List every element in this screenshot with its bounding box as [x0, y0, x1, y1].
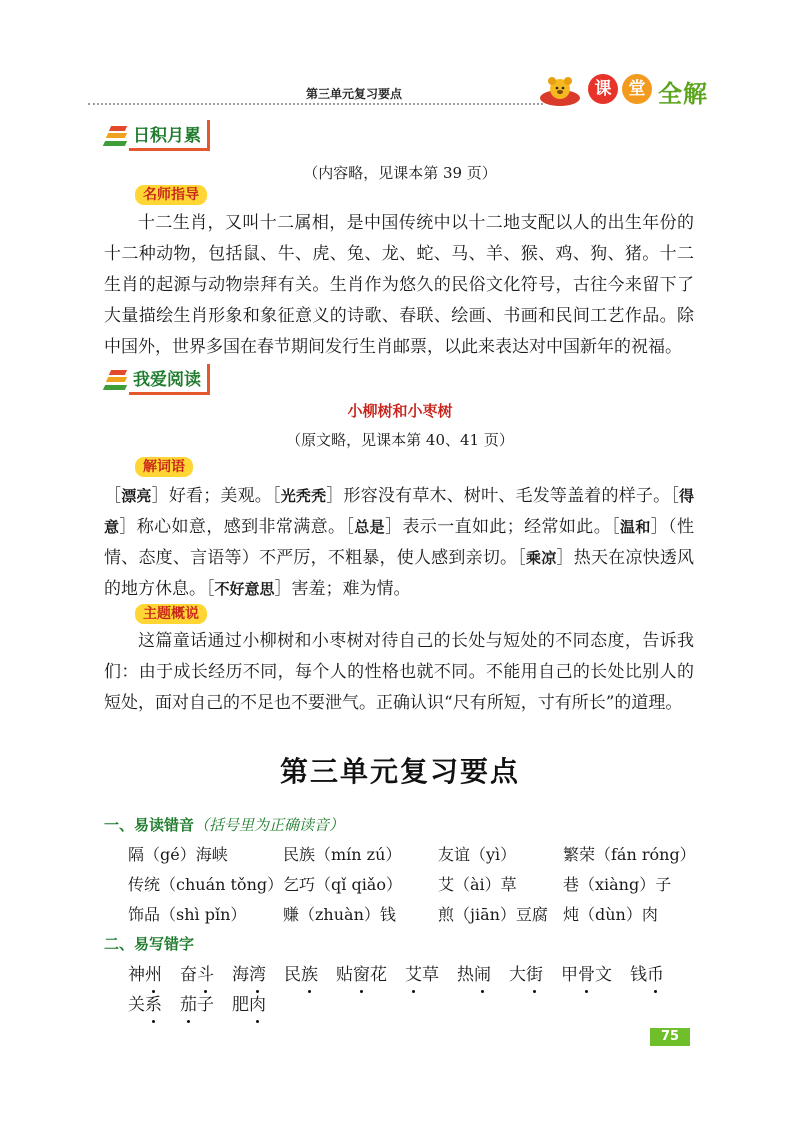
- word-item: 肥肉: [232, 990, 266, 1020]
- pron-item: 炖（dùn）肉: [563, 905, 658, 924]
- term-item: ［漂亮］好看；美观。: [104, 486, 273, 506]
- pill-theme-summary: 主题概说: [135, 604, 207, 624]
- bear-icon: [536, 76, 582, 106]
- section-heading-reading: [104, 364, 210, 395]
- pron-item: 煎（jiān）豆腐: [438, 905, 548, 924]
- content-note: （原文略，见课本第 40、41 页）: [286, 431, 514, 449]
- stripes-icon: [104, 370, 126, 390]
- content-note: （内容略，见课本第 39 页）: [303, 164, 497, 182]
- pron-item: 巷（xiàng）子: [563, 875, 672, 894]
- word-explanations: [104, 481, 694, 605]
- pill-teacher-guide: 名师指导: [135, 185, 207, 205]
- theme-paragraph: 这篇童话通过小柳树和小枣树对待自己的长处与短处的不同态度，告诉我们：由于成长经历不同，每个人的性格也就不同。不能用自己的长处比别人的短处，面对自己的不足也不要泄气。正确认识“尺有所短，寸有所长”的道理。: [104, 631, 694, 713]
- pill-word-explanations: 解词语: [135, 457, 193, 477]
- pron-item: 传统（chuán tǒng）: [128, 875, 284, 894]
- part2-heading: 二、易写错字: [104, 935, 195, 953]
- term-item: ［乘凉］热天在凉快透风的地方休息。: [104, 548, 695, 599]
- word-item: 茄子: [180, 990, 214, 1020]
- word-item: 钱币: [630, 960, 664, 990]
- page-number: 75: [650, 1028, 690, 1046]
- word-item: 神州: [128, 960, 162, 990]
- term-item: ［温和］（性情、态度、言语等）不严厉，不粗暴，使人感到亲切。: [104, 517, 695, 568]
- word-item: 海湾: [232, 960, 266, 990]
- pron-item: 饰品（shì pǐn）: [128, 905, 247, 924]
- term-item: ［得意］称心如意，感到非常满意。: [104, 486, 695, 537]
- word-item: 贴窗花: [336, 960, 387, 990]
- word-item: 大街: [509, 960, 543, 990]
- pron-item: 隔（gé）海峡: [128, 845, 228, 864]
- brand-logo: [530, 70, 730, 108]
- word-item: 民族: [284, 960, 318, 990]
- brand-char-2: 堂: [622, 74, 652, 104]
- word-item: 热闹: [457, 960, 491, 990]
- brand-word: 全解: [658, 80, 708, 108]
- word-item: 甲骨文: [561, 960, 612, 990]
- term-item: ［光秃秃］形容没有草木、树叶、毛发等盖着的样子。: [272, 486, 671, 506]
- story-title: 小柳树和小枣树: [347, 402, 453, 420]
- zodiac-paragraph: 十二生肖，又叫十二属相，是中国传统中以十二地支配以人的出生年份的十二种动物，包括鼠、牛、虎、兔、龙、蛇、马、羊、猴、鸡、狗、猪。十二生肖的起源与动物崇拜有关。生肖作为悠久的民俗文化符号，古往今来留下了大量描绘生肖形象和象征意义的诗歌、春联、绘画、书画和民间工艺作品。除中国外，世界多国在春节期间发行生肖邮票，以此来表达对中国新年的祝福。: [104, 213, 694, 357]
- word-item: 奋斗: [180, 960, 214, 990]
- pron-item: 友谊（yì）: [438, 845, 517, 864]
- term-item: ［不好意思］害羞；难为情。: [206, 579, 411, 599]
- pron-item: 赚（zhuàn）钱: [283, 905, 396, 924]
- brand-char-1: 课: [588, 74, 618, 104]
- section-label: 我爱阅读: [129, 364, 210, 395]
- pron-item: 艾（ài）草: [438, 875, 517, 894]
- stripes-icon: [104, 126, 126, 146]
- term-item: ［总是］表示一直如此；经常如此。: [345, 517, 612, 537]
- running-header: 第三单元复习要点: [306, 87, 403, 101]
- section-label: 日积月累: [129, 120, 210, 151]
- word-item: 关系: [128, 990, 162, 1020]
- review-title: 第三单元复习要点: [279, 755, 520, 788]
- part1-heading: 一、易读错音（括号里为正确读音）: [104, 816, 345, 834]
- header-divider: [88, 103, 543, 105]
- word-item: 艾草: [405, 960, 439, 990]
- pron-item: 民族（mín zú）: [283, 845, 402, 864]
- pron-item: 乞巧（qǐ qiǎo）: [283, 875, 402, 894]
- pron-item: 繁荣（fán róng）: [563, 845, 696, 864]
- pronunciation-grid: [128, 840, 708, 930]
- section-heading-daily: [104, 120, 210, 151]
- misspelling-list: [128, 960, 688, 1020]
